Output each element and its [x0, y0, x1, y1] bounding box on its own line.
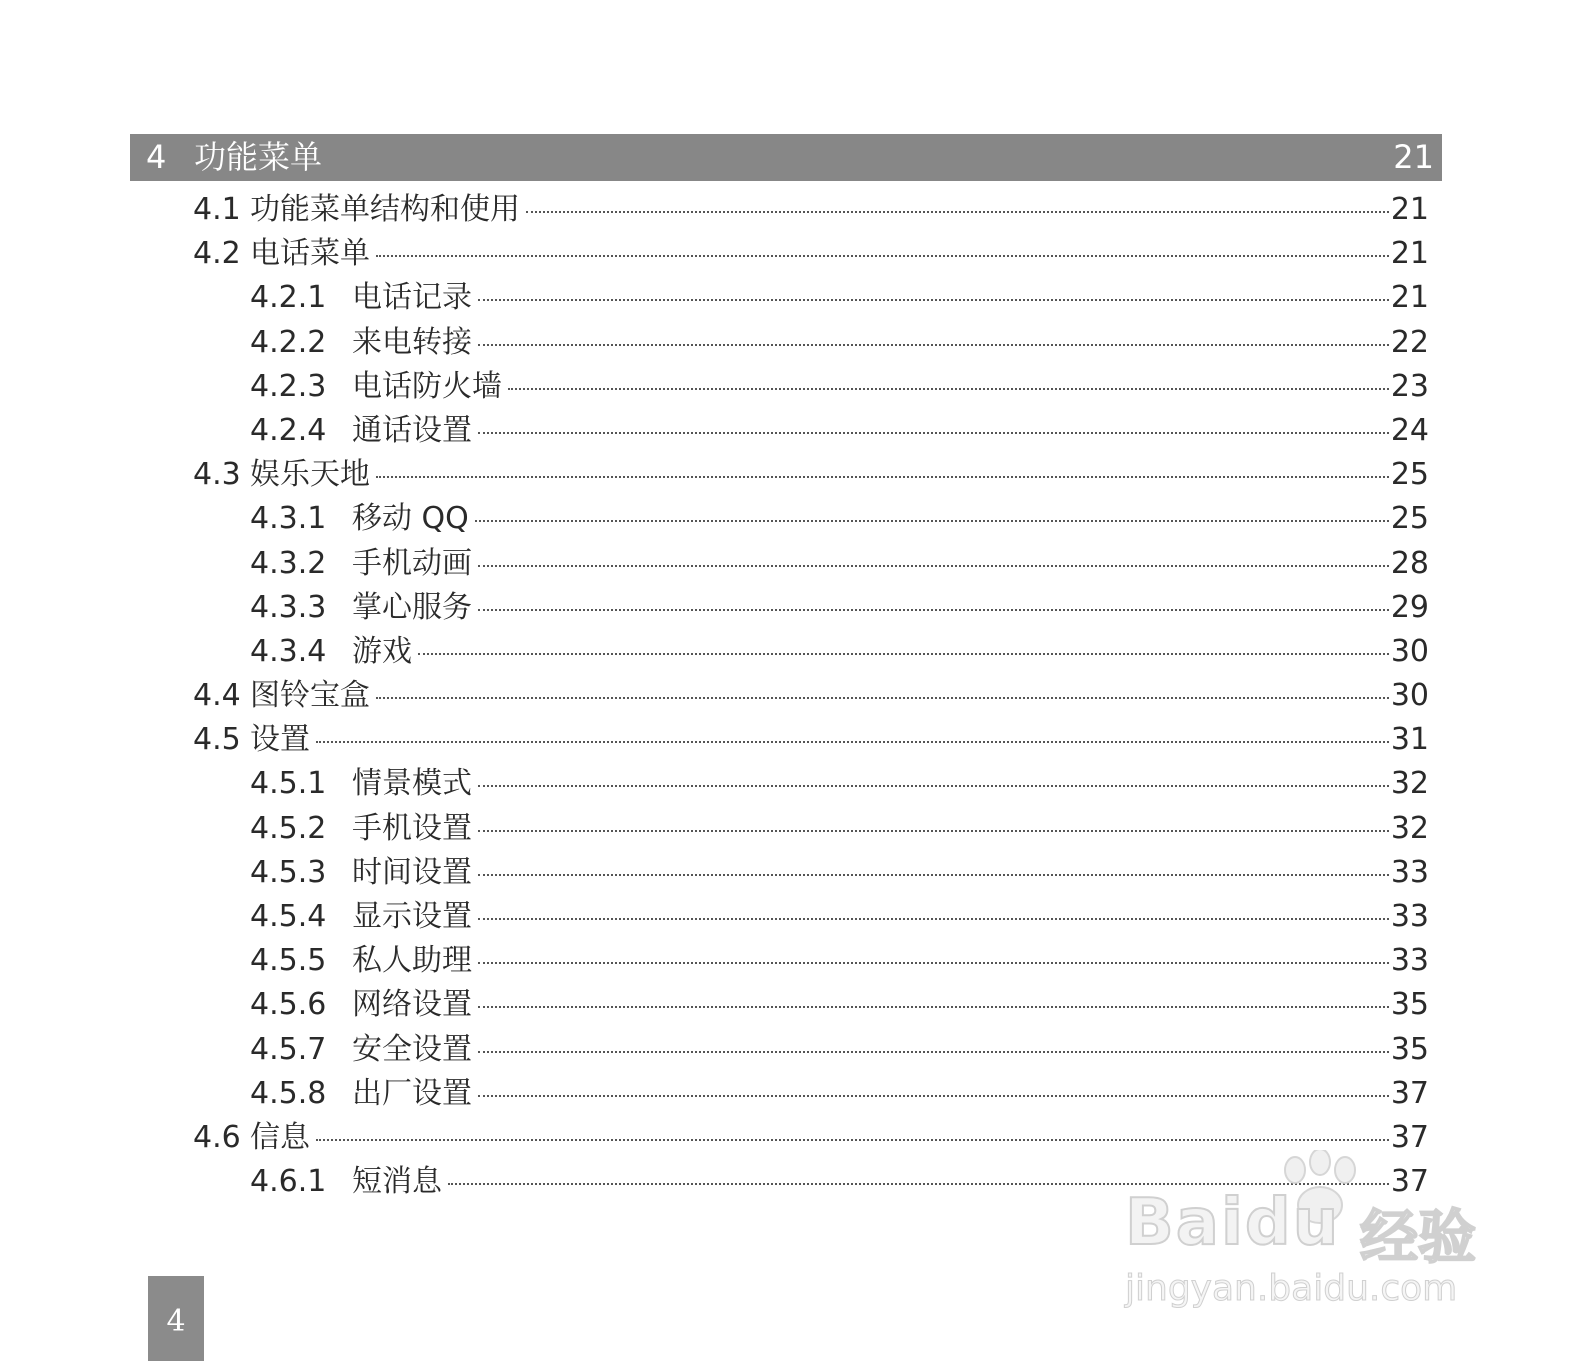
watermark-url: jingyan.baidu.com [1125, 1268, 1458, 1309]
toc-entry-page: 28 [1390, 545, 1429, 581]
toc-entry-number: 4.5.2 [250, 810, 327, 846]
watermark-brand-cn: 经验 [1360, 1203, 1477, 1271]
toc-entry-title: 功能菜单结构和使用 [250, 192, 520, 227]
toc-entry-line [250, 718, 1399, 762]
toc-entry-page: 21 [1390, 192, 1429, 227]
toc-dot-leader [508, 388, 1389, 390]
toc-entry-title: 手机设置 [352, 810, 472, 846]
table-of-contents [0, 188, 1587, 1204]
toc-entry-title: 网络设置 [352, 987, 472, 1023]
toc-entry-number: 4.3.3 [250, 589, 327, 625]
toc-entry-line [352, 939, 1399, 983]
toc-entry [0, 497, 1587, 541]
toc-entry [0, 983, 1587, 1027]
toc-dot-leader [478, 918, 1389, 920]
toc-entry-title: 电话记录 [352, 280, 472, 316]
toc-entry-number: 4.5.1 [250, 766, 327, 802]
toc-entry-number: 4.4 [193, 678, 241, 714]
toc-entry-line [352, 983, 1399, 1027]
toc-entry-number: 4.3.4 [250, 633, 327, 669]
toc-entry-line [352, 807, 1399, 851]
toc-dot-leader [316, 1139, 1389, 1141]
toc-entry [0, 232, 1587, 276]
toc-entry-number: 4.5 [193, 722, 241, 758]
toc-entry-line [250, 188, 1399, 232]
watermark [1125, 1150, 1505, 1310]
toc-entry [0, 409, 1587, 453]
toc-entry-number: 4.3.2 [250, 545, 327, 581]
toc-entry-page: 25 [1390, 457, 1429, 493]
toc-entry-page: 33 [1390, 899, 1429, 934]
toc-entry-title: 手机动画 [352, 545, 472, 581]
toc-entry-title: 私人助理 [352, 943, 472, 979]
toc-entry-number: 4.6 [193, 1119, 241, 1155]
page-number-tab [148, 1276, 204, 1361]
chapter-page: 21 [1393, 138, 1434, 176]
toc-entry-page: 22 [1390, 324, 1429, 360]
toc-entry [0, 365, 1587, 409]
toc-entry-page: 24 [1390, 412, 1429, 448]
toc-entry [0, 630, 1587, 674]
toc-entry-page: 37 [1390, 1075, 1429, 1111]
toc-entry-page: 32 [1390, 766, 1429, 802]
toc-dot-leader [478, 1051, 1389, 1053]
toc-entry [0, 851, 1587, 895]
toc-entry [0, 1072, 1587, 1116]
toc-entry-line [352, 586, 1399, 630]
toc-dot-leader [478, 609, 1389, 611]
toc-dot-leader [478, 344, 1389, 346]
toc-entry-number: 4.3 [193, 457, 241, 493]
toc-entry-line [352, 276, 1399, 320]
page-number: 4 [166, 1304, 186, 1339]
toc-entry-title: 显示设置 [352, 899, 472, 934]
toc-dot-leader [316, 741, 1389, 743]
toc-entry-line [352, 851, 1399, 895]
toc-entry-title: 时间设置 [352, 854, 472, 890]
toc-dot-leader [478, 1006, 1389, 1008]
toc-entry-number: 4.5.4 [250, 899, 327, 934]
toc-entry-line [250, 232, 1399, 276]
toc-dot-leader [478, 1095, 1389, 1097]
toc-dot-leader [478, 874, 1389, 876]
toc-entry-page: 33 [1390, 854, 1429, 890]
toc-entry-title: 图铃宝盒 [250, 678, 370, 714]
toc-entry-number: 4.2.2 [250, 324, 327, 360]
toc-entry [0, 188, 1587, 232]
toc-dot-leader [418, 653, 1389, 655]
toc-entry-line [352, 1028, 1399, 1072]
toc-entry-page: 30 [1390, 678, 1429, 714]
toc-entry-page: 29 [1390, 589, 1429, 625]
toc-entry [0, 674, 1587, 718]
toc-entry-title: 通话设置 [352, 412, 472, 448]
toc-entry-title: 短消息 [352, 1164, 442, 1200]
toc-entry-page: 35 [1390, 987, 1429, 1023]
toc-entry-page: 23 [1390, 368, 1429, 404]
toc-entry-page: 35 [1390, 1031, 1429, 1067]
toc-entry-page: 25 [1390, 501, 1429, 537]
toc-entry [0, 276, 1587, 320]
toc-entry-number: 4.5.3 [250, 854, 327, 890]
toc-entry-number: 4.2.4 [250, 412, 327, 448]
toc-entry-page: 30 [1390, 633, 1429, 669]
toc-entry-line [352, 1072, 1399, 1116]
toc-dot-leader [478, 785, 1389, 787]
toc-entry-line [352, 497, 1399, 541]
toc-entry [0, 718, 1587, 762]
toc-entry-number: 4.2 [193, 236, 241, 272]
toc-entry-title: 电话菜单 [250, 236, 370, 272]
toc-dot-leader [526, 211, 1389, 213]
toc-entry-page: 21 [1390, 280, 1429, 316]
toc-dot-leader [478, 962, 1389, 964]
chapter-title: 功能菜单 [194, 138, 323, 176]
toc-entry [0, 939, 1587, 983]
toc-entry-line [352, 365, 1399, 409]
toc-entry-line [250, 453, 1399, 497]
toc-entry-title: 来电转接 [352, 324, 472, 360]
toc-entry-page: 37 [1390, 1119, 1429, 1155]
toc-entry [0, 1028, 1587, 1072]
toc-entry-line [352, 762, 1399, 806]
toc-entry-number: 4.5.8 [250, 1075, 327, 1111]
toc-entry [0, 807, 1587, 851]
toc-entry-page: 37 [1390, 1164, 1429, 1200]
toc-entry-title: 安全设置 [352, 1031, 472, 1067]
toc-entry-number: 4.5.7 [250, 1031, 327, 1067]
toc-entry [0, 586, 1587, 630]
toc-dot-leader [478, 432, 1389, 434]
toc-dot-leader [376, 476, 1389, 478]
toc-dot-leader [478, 299, 1389, 301]
toc-entry [0, 895, 1587, 939]
toc-entry-line [352, 321, 1399, 365]
toc-dot-leader [478, 830, 1389, 832]
toc-entry-number: 4.1 [193, 192, 241, 227]
watermark-brand: Baidu [1125, 1186, 1341, 1260]
toc-entry-line [352, 630, 1399, 674]
toc-entry-page: 31 [1390, 722, 1429, 758]
toc-dot-leader [376, 255, 1389, 257]
toc-dot-leader [475, 520, 1389, 522]
toc-entry-title: 信息 [250, 1119, 310, 1155]
toc-entry-number: 4.5.6 [250, 987, 327, 1023]
chapter-header [130, 134, 1442, 181]
toc-entry [0, 542, 1587, 586]
toc-entry-page: 32 [1390, 810, 1429, 846]
toc-dot-leader [478, 565, 1389, 567]
toc-entry-page: 21 [1390, 236, 1429, 272]
toc-entry-number: 4.2.1 [250, 280, 327, 316]
chapter-number: 4 [146, 138, 167, 176]
toc-entry-title: 移动 QQ [352, 501, 469, 537]
toc-entry-number: 4.6.1 [250, 1164, 327, 1200]
toc-dot-leader [376, 697, 1389, 699]
toc-entry-title: 设置 [250, 722, 310, 758]
toc-entry [0, 321, 1587, 365]
toc-entry-line [250, 674, 1399, 718]
toc-entry-title: 娱乐天地 [250, 457, 370, 493]
toc-entry-title: 情景模式 [352, 766, 472, 802]
toc-entry-number: 4.3.1 [250, 501, 327, 537]
toc-entry-line [352, 542, 1399, 586]
toc-entry-title: 掌心服务 [352, 589, 472, 625]
toc-entry-line [352, 409, 1399, 453]
toc-entry-title: 出厂设置 [352, 1075, 472, 1111]
toc-entry [0, 762, 1587, 806]
toc-entry-title: 电话防火墙 [352, 368, 502, 404]
toc-entry-line [352, 895, 1399, 939]
toc-entry-number: 4.5.5 [250, 943, 327, 979]
toc-entry-title: 游戏 [352, 633, 412, 669]
toc-entry-number: 4.2.3 [250, 368, 327, 404]
toc-entry [0, 453, 1587, 497]
toc-entry-page: 33 [1390, 943, 1429, 979]
